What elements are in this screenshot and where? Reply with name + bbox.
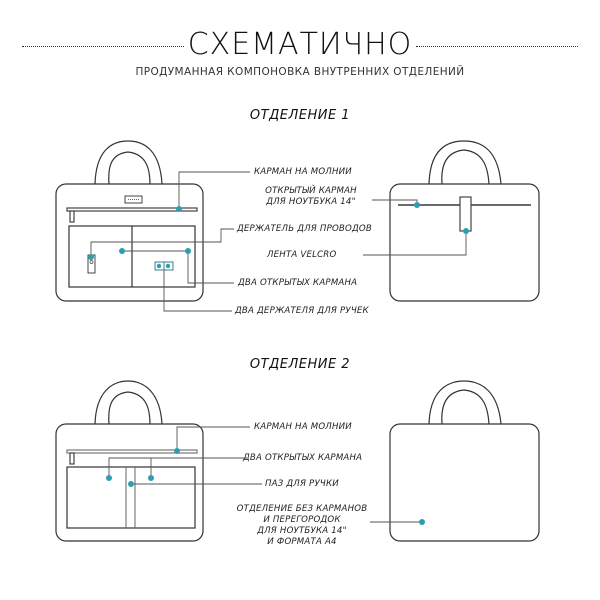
label-two-open-pockets-s2: ДВА ОТКРЫТЫХ КАРМАНА bbox=[243, 453, 363, 463]
label-line-1: ОТДЕЛЕНИЕ БЕЗ КАРМАНОВ bbox=[236, 504, 368, 514]
bag-outline-icon-s2-front bbox=[56, 381, 203, 541]
label-pen-slot-s2: ПАЗ ДЛЯ РУЧКИ bbox=[265, 479, 339, 489]
label-zipper-pocket-s1: КАРМАН НА МОЛНИИ bbox=[254, 167, 352, 177]
callout-dot-icon-group-s2-back bbox=[419, 519, 425, 525]
bag-outline-icon-s1-front bbox=[56, 141, 203, 301]
label-two-pen-holders-s1: ДВА ДЕРЖАТЕЛЯ ДЛЯ РУЧЕК bbox=[235, 306, 369, 316]
label-laptop-pocket-s1 bbox=[252, 186, 370, 208]
label-velcro-s1: ЛЕНТА VELCRO bbox=[267, 250, 337, 260]
section-title-2: ОТДЕЛЕНИЕ 2 bbox=[249, 357, 351, 372]
label-main-compartment-s2 bbox=[236, 504, 368, 548]
callout-dot-icon-group-s1-front bbox=[88, 206, 191, 268]
label-line-2: ДЛЯ НОУТБУКА 14" bbox=[266, 197, 356, 207]
label-line-1: ОТКРЫТЫЙ КАРМАН bbox=[265, 186, 357, 196]
leader-lines-s1-back bbox=[363, 200, 466, 255]
bag-outline-icon-s1-back bbox=[390, 141, 539, 301]
leader-lines-s2-front bbox=[109, 427, 262, 484]
section-title-1: ОТДЕЛЕНИЕ 1 bbox=[249, 108, 351, 123]
bag-outline-icon-s2-back bbox=[390, 381, 539, 541]
leader-lines-s1-front bbox=[91, 172, 250, 311]
page-title: СХЕМАТИЧНО bbox=[187, 27, 413, 62]
label-line-2: И ПЕРЕГОРОДОК bbox=[263, 515, 341, 525]
label-line-4: И ФОРМАТА А4 bbox=[267, 537, 337, 547]
page-subtitle: ПРОДУМАННАЯ КОМПОНОВКА ВНУТРЕННИХ ОТДЕЛЕНИЙ bbox=[135, 66, 465, 78]
label-line-3: ДЛЯ НОУТБУКА 14" bbox=[257, 526, 347, 536]
label-two-open-pockets-s1: ДВА ОТКРЫТЫХ КАРМАНА bbox=[238, 278, 358, 288]
label-cable-holder-s1: ДЕРЖАТЕЛЬ ДЛЯ ПРОВОДОВ bbox=[237, 224, 372, 234]
label-zipper-pocket-s2: КАРМАН НА МОЛНИИ bbox=[254, 422, 352, 432]
